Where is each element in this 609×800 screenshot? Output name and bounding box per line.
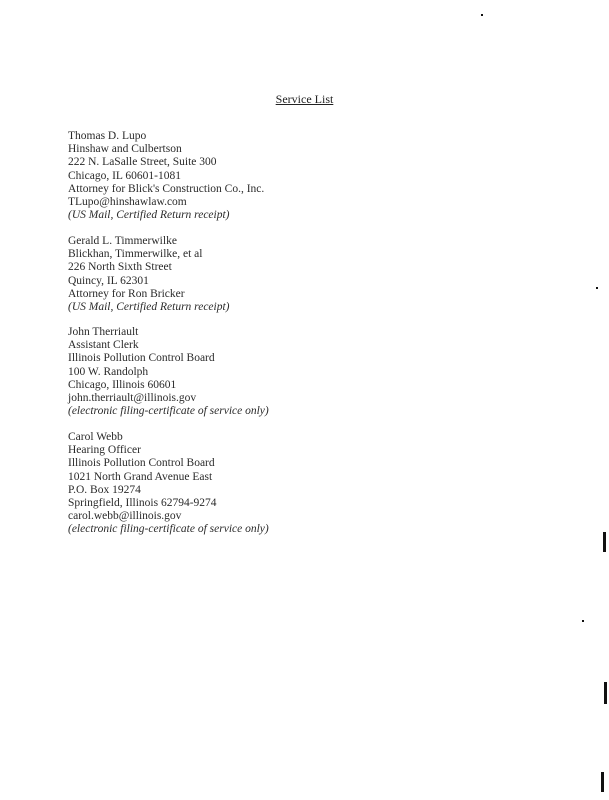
recipient-line: Illinois Pollution Control Board bbox=[68, 457, 215, 470]
service-method: (electronic filing-certificate of service only) bbox=[68, 523, 269, 536]
scan-speck bbox=[596, 287, 598, 289]
recipient-line: Gerald L. Timmerwilke bbox=[68, 235, 177, 247]
scan-speck bbox=[582, 620, 584, 622]
scan-mark bbox=[604, 682, 607, 704]
recipient-line: Springfield, Illinois 62794-9274 bbox=[68, 497, 217, 510]
recipient-email: TLupo@hinshawlaw.com bbox=[68, 196, 187, 209]
document-title: Service List bbox=[275, 92, 334, 106]
recipient-email: john.therriault@illinois.gov bbox=[68, 392, 197, 405]
recipient-line: Chicago, IL 60601-1081 bbox=[68, 169, 181, 182]
recipient-block bbox=[68, 130, 264, 222]
recipient-line: P.O. Box 19274 bbox=[68, 483, 141, 496]
recipient-line: Attorney for Blick's Construction Co., Inc. bbox=[68, 182, 265, 195]
recipient-line: Quincy, IL 62301 bbox=[68, 274, 149, 287]
recipient-line: Illinois Pollution Control Board bbox=[68, 352, 215, 365]
recipient-line: Chicago, Illinois 60601 bbox=[68, 378, 177, 391]
recipient-line: 1021 North Grand Avenue East bbox=[68, 470, 213, 483]
recipient-line: 222 N. LaSalle Street, Suite 300 bbox=[68, 156, 217, 169]
recipient-line: Carol Webb bbox=[68, 431, 123, 443]
recipient-line: Hinshaw and Culbertson bbox=[68, 143, 182, 156]
recipient-line: 226 North Sixth Street bbox=[68, 261, 172, 274]
scan-speck bbox=[481, 14, 483, 16]
recipient-line: Thomas D. Lupo bbox=[68, 130, 147, 142]
recipient-email: carol.webb@illinois.gov bbox=[68, 510, 182, 523]
scan-mark bbox=[603, 532, 606, 552]
recipient-block bbox=[68, 431, 269, 537]
service-method: (US Mail, Certified Return receipt) bbox=[68, 209, 230, 222]
recipient-line: John Therriault bbox=[68, 326, 139, 338]
service-method: (US Mail, Certified Return receipt) bbox=[68, 301, 230, 314]
recipient-line: Hearing Officer bbox=[68, 444, 141, 457]
recipient-line: 100 W. Randolph bbox=[68, 365, 149, 378]
recipient-line: Assistant Clerk bbox=[68, 339, 139, 352]
recipient-line: Attorney for Ron Bricker bbox=[68, 287, 185, 300]
recipient-block bbox=[68, 235, 230, 314]
recipient-block bbox=[68, 326, 269, 418]
service-method: (electronic filing-certificate of service only) bbox=[68, 405, 269, 418]
scan-mark bbox=[601, 772, 604, 792]
recipient-line: Blickhan, Timmerwilke, et al bbox=[68, 248, 203, 261]
